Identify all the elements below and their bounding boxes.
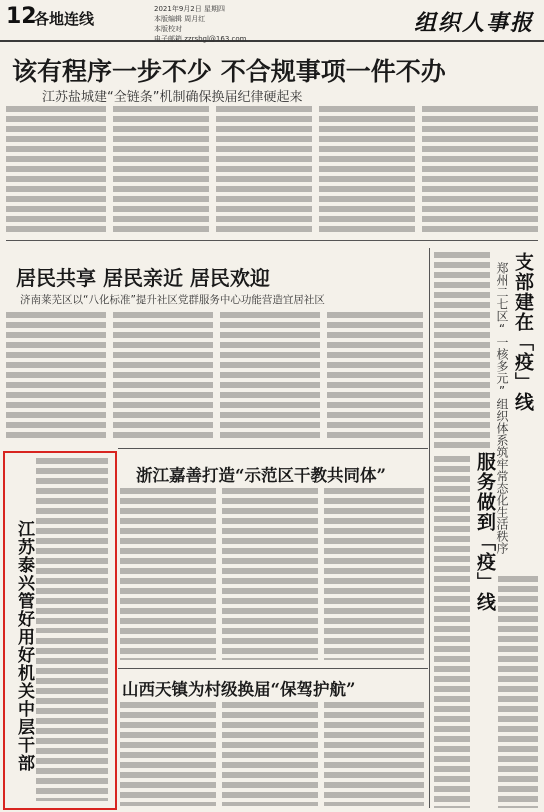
top-article-body-col-2: [113, 106, 209, 234]
top-article-body-col-3: [216, 106, 312, 234]
community-article-body-col-2: [113, 312, 213, 440]
community-article-body-col-1: [6, 312, 106, 440]
shanxi-article-body-col-3: [324, 702, 424, 806]
zhengzhou-article-headline-part2: 服务做到「疫」线: [474, 452, 496, 612]
community-article-headline: 居民共享 居民亲近 居民欢迎: [16, 266, 270, 290]
page-header: [0, 0, 544, 42]
jiangsu-article-body-1: [36, 458, 108, 633]
zhejiang-article-body-col-1: [120, 488, 216, 660]
proof-line: 本版校对: [154, 25, 182, 33]
email-line: 电子邮箱 zzrsbgl@163.com: [154, 35, 247, 43]
zhejiang-article-headline: 浙江嘉善打造“示范区干教共同体”: [136, 466, 386, 485]
top-article-body-col-5: [422, 106, 538, 234]
top-article-headline: 该有程序一步不少 不合规事项一件不办: [12, 57, 446, 86]
zhengzhou-article-subheadline: 郑州二七区“一核多元”组织体系筑牢常态化生活秩序: [495, 262, 509, 554]
page-number: 12: [6, 4, 37, 29]
lower-divider: [118, 668, 428, 669]
shanxi-article-body-col-1: [120, 702, 216, 806]
community-article-body-col-3: [220, 312, 320, 440]
top-divider: [6, 240, 538, 241]
top-article-body-col-4: [319, 106, 415, 234]
zhengzhou-article-body-bottom-2: [498, 576, 538, 808]
jiangsu-article-headline: 江苏泰兴管好用好机关中层干部: [14, 520, 34, 772]
date-line: 2021年9月2日 星期四: [154, 5, 225, 13]
editor-line: 本版编辑 周月红: [154, 15, 206, 23]
jiangsu-article-body-2: [36, 638, 108, 801]
zhengzhou-article-headline-part1: 支部建在「疫」线: [512, 252, 534, 412]
zhejiang-article-body-col-2: [222, 488, 318, 660]
community-article-body-col-4: [327, 312, 423, 440]
zhejiang-article-body-col-3: [324, 488, 424, 660]
zhengzhou-article-body-top: [434, 252, 490, 448]
middle-divider: [118, 448, 428, 449]
shanxi-article-body-col-2: [222, 702, 318, 806]
shanxi-article-headline: 山西天镇为村级换届“保驾护航”: [122, 680, 356, 699]
header-info: [154, 4, 274, 44]
right-column-divider: [429, 248, 430, 808]
top-article-body-col-1: [6, 106, 106, 234]
masthead-logo: 组织人事报: [413, 10, 534, 36]
zhengzhou-article-body-bottom-1: [434, 456, 470, 808]
community-article-subheadline: 济南莱芜区以“八化标准”提升社区党群服务中心功能营造宜居社区: [20, 294, 325, 306]
top-article-subheadline: 江苏盐城建“全链条”机制确保换届纪律硬起来: [42, 90, 303, 105]
section-name: 各地连线: [34, 10, 95, 28]
